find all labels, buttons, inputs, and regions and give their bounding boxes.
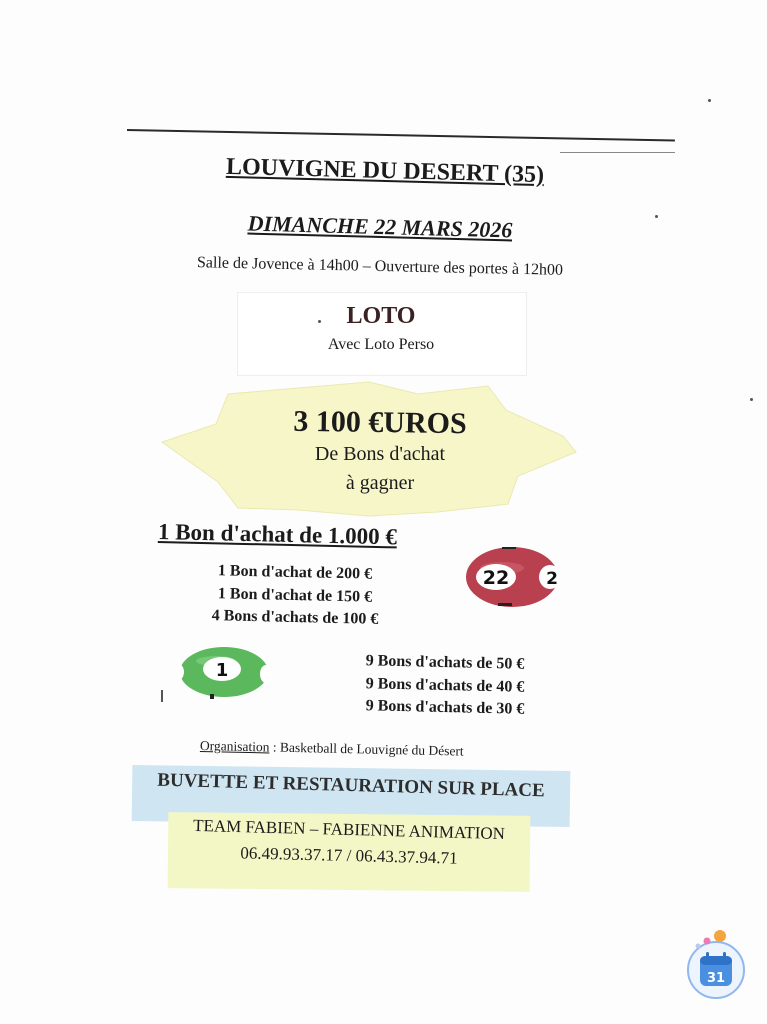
prize-item: 1 Bon d'achat de 200 € [217,562,373,583]
prize-item: 9 Bons d'achats de 50 € [365,652,525,673]
prize-list-a [180,562,410,630]
prize-item: 9 Bons d'achats de 40 € [365,674,525,696]
buvette-text: BUVETTE ET RESTAURATION SUR PLACE [157,769,545,802]
team-name: TEAM FABIEN – FABIENNE ANIMATION [192,815,506,844]
scan-speck [318,320,321,323]
prize-line-2: à gagner [345,472,415,494]
prize-line-1: De Bons d'achat [314,443,446,465]
organisation-value: : Basketball de Louvigné du Désert [269,739,464,759]
top-rule-fragment [560,152,675,153]
flyer-title: LOUVIGNE DU DESERT (35) [225,153,545,189]
scan-speck [750,398,753,401]
loto-title: LOTO [346,303,416,329]
calendar-icon[interactable] [682,930,746,1000]
green-bingo-ball [176,644,272,700]
scan-speck [161,690,163,702]
prize-list-b [330,652,560,720]
phone-numbers: 06.49.93.37.17 / 06.43.37.94.71 [240,843,458,868]
calendar-day: 31 [706,971,726,986]
organisation-line [200,738,530,761]
scan-speck [708,99,711,102]
main-prize: 1 Bon d'achat de 1.000 € [157,519,398,550]
organisation-label: Organisation [199,738,270,755]
venue-line: Salle de Jovence à 14h00 – Ouverture des portes à 12h00 [196,254,564,279]
red-ball-number: 22 [482,567,510,589]
prize-item: 1 Bon d'achat de 150 € [217,584,373,606]
scan-speck [655,215,658,218]
prize-item: 4 Bons d'achats de 100 € [211,607,379,628]
red-ball-partial-number: 2 [546,569,558,589]
loto-subtitle: Avec Loto Perso [327,336,435,353]
top-rule [127,129,675,142]
event-date: DIMANCHE 22 MARS 2026 [247,210,513,243]
prize-item: 9 Bons d'achats de 30 € [365,697,525,718]
prize-amount: 3 100 €UROS [293,404,467,441]
green-ball-number: 1 [215,660,229,681]
red-bingo-ball [464,544,564,610]
